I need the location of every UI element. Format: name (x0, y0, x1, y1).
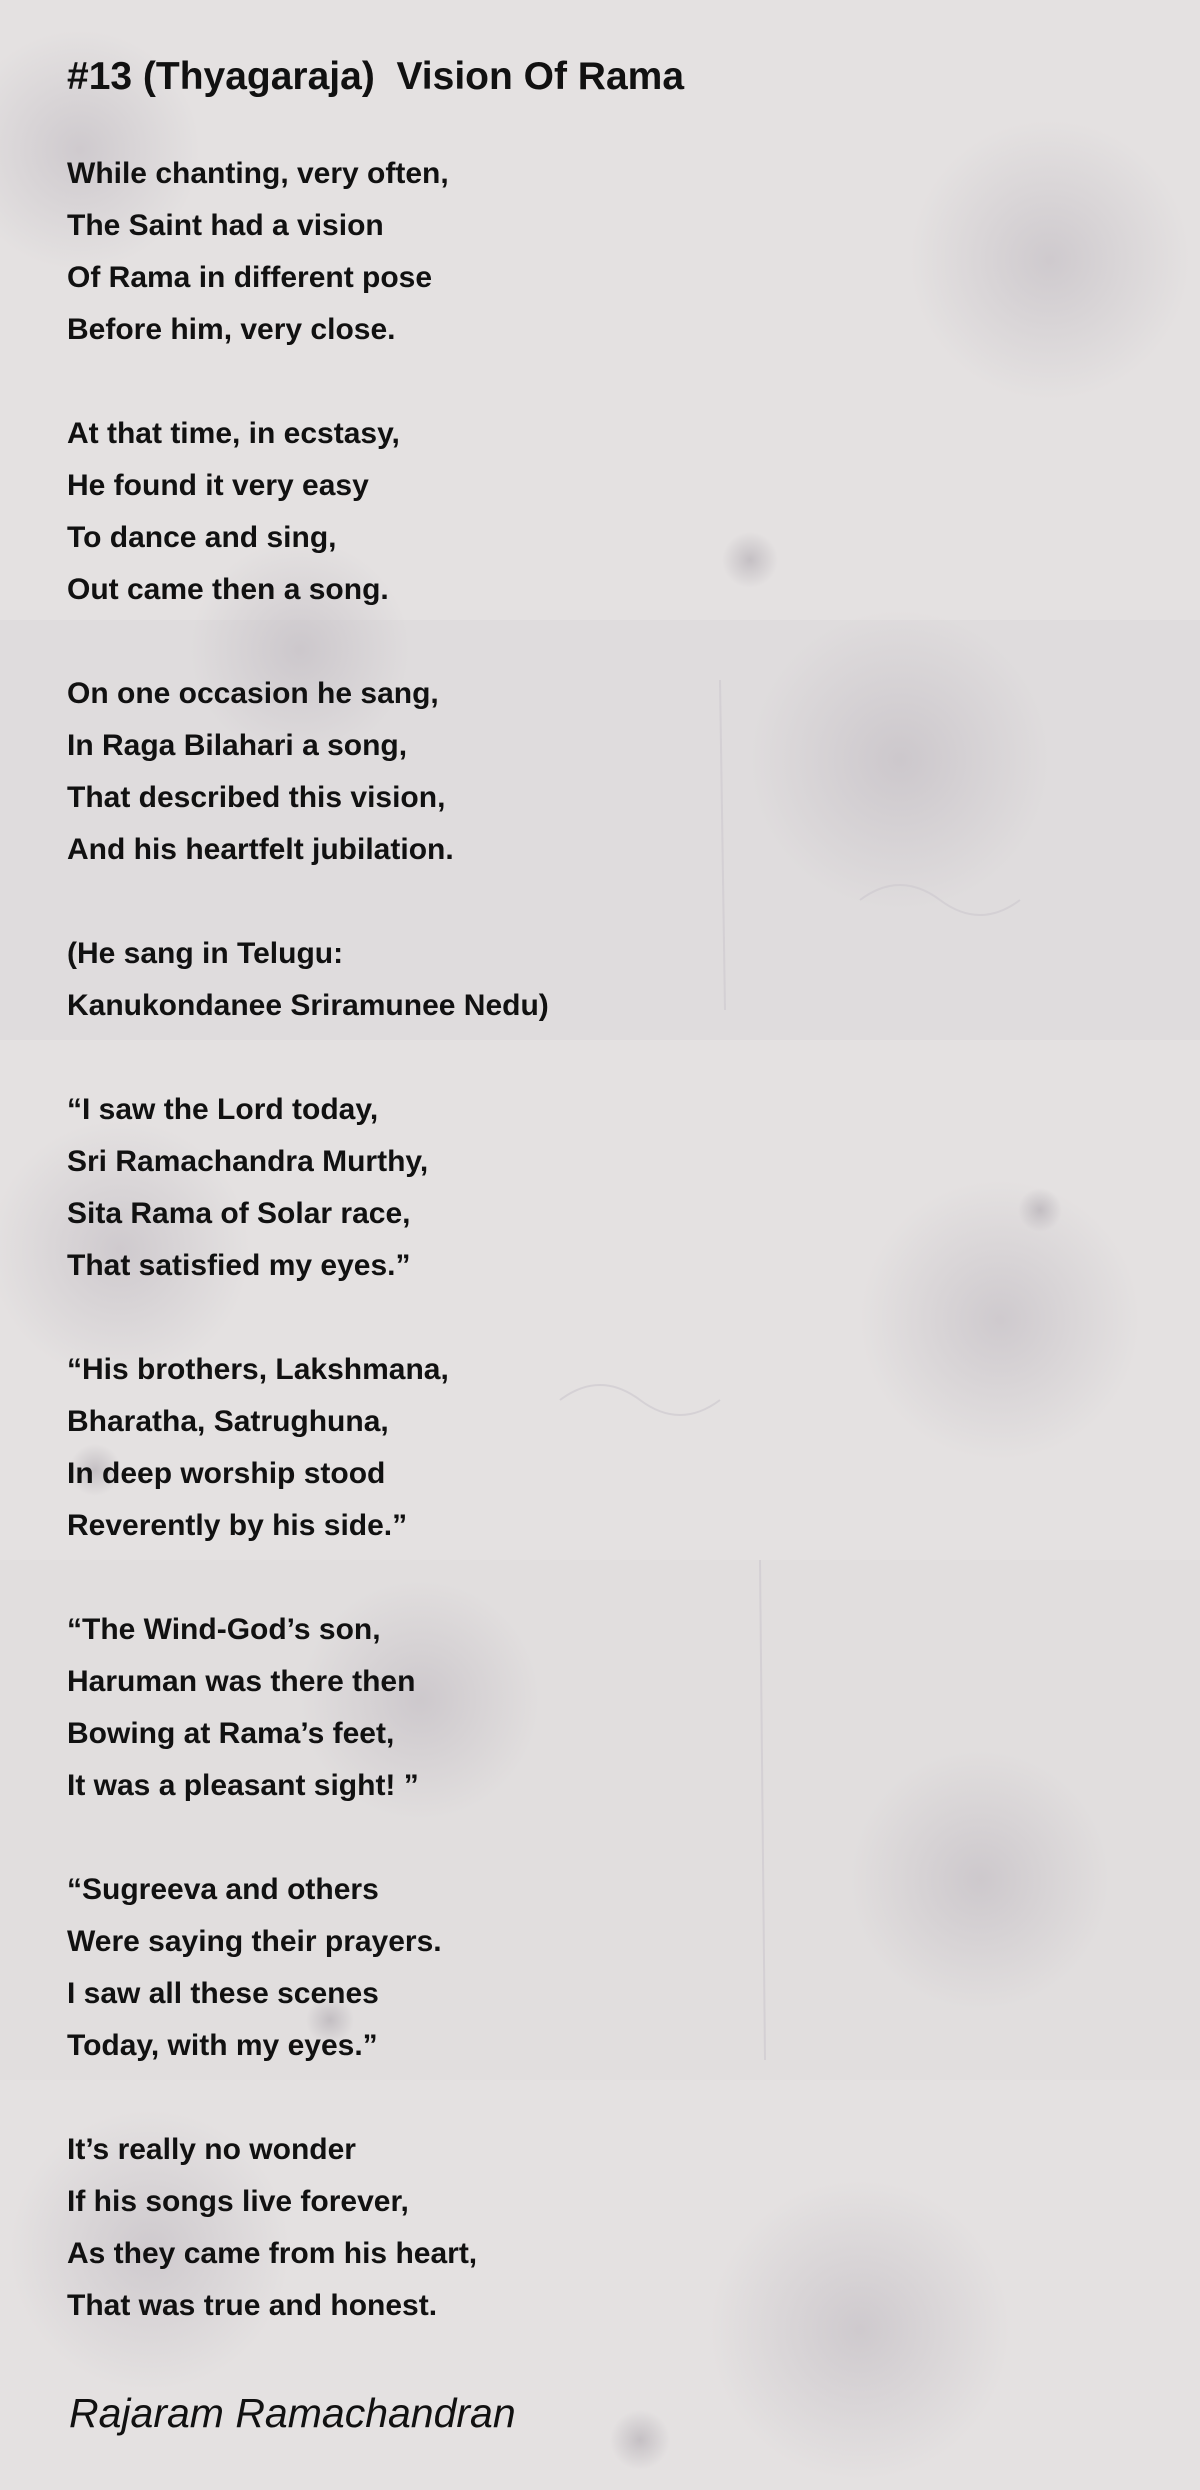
poem-line: If his songs live forever, (67, 2185, 409, 2218)
poem-line: Were saying their prayers. (67, 1925, 442, 1958)
stanza (67, 1084, 1167, 1292)
stanza (67, 1344, 1167, 1552)
poem-line: “Sugreeva and others (67, 1873, 379, 1906)
poem-line: That satisfied my eyes.” (67, 1249, 411, 1282)
poem-line: While chanting, very often, (67, 157, 449, 190)
poem-line: It’s really no wonder (67, 2133, 356, 2166)
poem-line: And his heartfelt jubilation. (67, 833, 454, 866)
poem-line: The Saint had a vision (67, 209, 384, 242)
poem-line: “I saw the Lord today, (67, 1093, 379, 1126)
poem-line: Before him, very close. (67, 313, 396, 346)
stanza (67, 668, 1167, 876)
poem-line: That was true and honest. (67, 2289, 438, 2322)
poem-line: Today, with my eyes.” (67, 2029, 378, 2062)
poem-line: In deep worship stood (67, 1457, 386, 1490)
poem-line: Of Rama in different pose (67, 261, 433, 294)
poem-line: As they came from his heart, (67, 2237, 478, 2270)
poem-body (67, 148, 1167, 2384)
poem-line: Out came then a song. (67, 573, 389, 606)
stanza (67, 408, 1167, 616)
stanza (67, 148, 1167, 356)
poem-line: I saw all these scenes (67, 1977, 379, 2010)
poem-line: Haruman was there then (67, 1665, 416, 1698)
stanza (67, 1604, 1167, 1812)
poem-line: (He sang in Telugu: (67, 937, 344, 970)
poem-title: #13 (Thyagaraja) Vision Of Rama (67, 55, 685, 98)
poem-line: To dance and sing, (67, 521, 337, 554)
poem-line: “His brothers, Lakshmana, (67, 1353, 449, 1386)
poem-line: In Raga Bilahari a song, (67, 729, 408, 762)
stanza (67, 928, 1167, 1032)
poem-line: It was a pleasant sight! ” (67, 1769, 419, 1802)
poem-line: Kanukondanee Sriramunee Nedu) (67, 989, 549, 1022)
poem-line: At that time, in ecstasy, (67, 417, 400, 450)
poem-line: Reverently by his side.” (67, 1509, 408, 1542)
poem-line: Sri Ramachandra Murthy, (67, 1145, 429, 1178)
poem-line: Bharatha, Satrughuna, (67, 1405, 389, 1438)
poem-line: “The Wind-God’s son, (67, 1613, 381, 1646)
stanza (67, 1864, 1167, 2072)
poem-line: That described this vision, (67, 781, 446, 814)
poem-line: Bowing at Rama’s feet, (67, 1717, 395, 1750)
poem-line: He found it very easy (67, 469, 369, 502)
poem-line: Sita Rama of Solar race, (67, 1197, 411, 1230)
poem-author: Rajaram Ramachandran (69, 2390, 516, 2436)
poem-line: On one occasion he sang, (67, 677, 439, 710)
stanza (67, 2124, 1167, 2332)
